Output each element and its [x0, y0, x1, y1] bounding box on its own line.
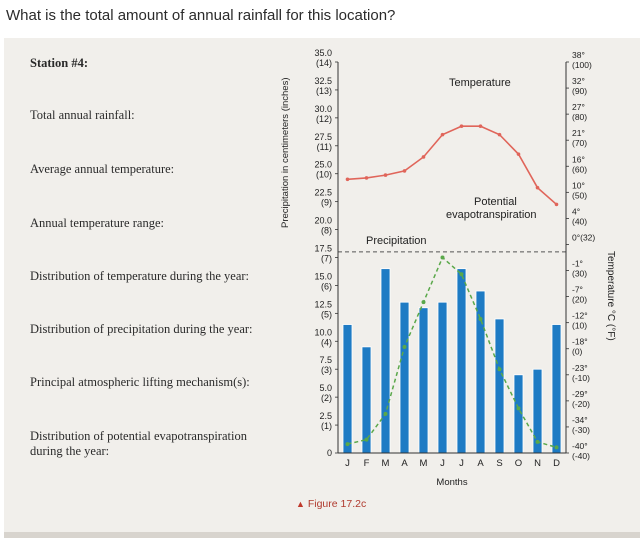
month-label: M [381, 458, 390, 469]
left-tick-label-in: (1) [321, 421, 332, 432]
field-temperature-distribution: Distribution of temperature during the year: [30, 269, 250, 283]
left-tick-label-cm: 15.0 [314, 271, 332, 282]
precipitation-bar [419, 308, 428, 453]
right-tick-label-c: 16° [572, 154, 585, 165]
right-tick-label-f: (-10) [572, 372, 590, 383]
precipitation-bar [381, 269, 390, 453]
annotation-precipitation: Precipitation [366, 235, 427, 247]
right-tick-label-c: -1° [572, 258, 583, 269]
climate-chart [4, 38, 640, 538]
field-annual-temperature-range: Annual temperature range: [30, 216, 164, 230]
left-tick-label-cm: 17.5 [314, 243, 332, 254]
pet-point [403, 345, 407, 349]
precipitation-bar [400, 302, 409, 453]
month-label: F [363, 458, 370, 469]
right-tick-label-f: (20) [572, 294, 588, 305]
temperature-point [536, 186, 540, 190]
left-tick-label-in: (13) [315, 85, 332, 96]
left-tick-label-in: (2) [321, 393, 332, 404]
precipitation-bar [476, 291, 485, 453]
month-label: J [345, 458, 350, 469]
right-tick-label-f: (-40) [572, 451, 590, 461]
right-tick-label-c: 0°(32) [572, 232, 596, 243]
precipitation-bar [495, 319, 504, 453]
left-tick-label-cm: 10.0 [314, 327, 332, 338]
left-tick-label-cm: 22.5 [314, 187, 332, 198]
field-lifting-mechanisms: Principal atmospheric lifting mechanism(s): [30, 375, 250, 389]
left-tick-label-cm: 7.5 [319, 355, 332, 366]
left-tick-label-in: (14) [315, 58, 332, 68]
temperature-point [517, 152, 521, 156]
station-label: Station #4: [30, 56, 88, 70]
temperature-point [365, 176, 369, 180]
pet-point [555, 445, 559, 449]
left-tick-label-cm: 32.5 [314, 75, 332, 86]
pet-point [536, 440, 540, 444]
right-tick-label-f: (100) [572, 60, 592, 70]
precipitation-bar [457, 269, 466, 453]
x-axis-label: Months [436, 477, 468, 488]
temperature-point [498, 133, 502, 137]
right-tick-label-f: (-20) [572, 398, 590, 409]
textbook-photo [4, 38, 640, 538]
left-tick-label-cm: 30.0 [314, 103, 332, 114]
annotation-pet-line2: evapotranspiration [446, 209, 537, 221]
y-axis-left-label: Precipitation in centimeters (inches) [280, 77, 291, 228]
right-tick-label-f: (60) [572, 164, 588, 175]
temperature-point [346, 178, 350, 182]
right-tick-label-c: 27° [572, 102, 585, 113]
temperature-point [555, 203, 559, 207]
month-label: M [419, 458, 428, 469]
precipitation-bar [362, 347, 371, 453]
pet-line [348, 258, 557, 448]
month-label: N [534, 458, 541, 469]
pet-point [422, 300, 426, 304]
left-tick-label-cm: 20.0 [314, 215, 332, 226]
right-tick-label-c: 21° [572, 128, 585, 139]
left-tick-label-in: (4) [321, 337, 332, 348]
right-tick-label-c: -18° [572, 336, 588, 347]
right-tick-label-c: 10° [572, 180, 585, 191]
left-tick-label-cm: 35.0 [314, 48, 332, 58]
right-tick-label-c: -29° [572, 388, 588, 399]
right-tick-label-c: -23° [572, 362, 588, 373]
question-text: What is the total amount of annual rainfall for this location? [6, 7, 396, 24]
month-label: J [459, 458, 464, 469]
field-precipitation-distribution: Distribution of precipitation during the year: [30, 322, 253, 336]
pet-point [346, 442, 350, 446]
left-tick-label-in: (12) [315, 113, 332, 124]
month-label: J [440, 458, 445, 469]
precipitation-bar [438, 302, 447, 453]
left-tick-label-cm: 0 [326, 448, 332, 458]
field-total-annual-rainfall: Total annual rainfall: [30, 108, 135, 122]
left-tick-label-in: (11) [316, 141, 332, 152]
right-tick-label-c: 32° [572, 76, 585, 87]
right-tick-label-f: (-30) [572, 424, 590, 435]
temperature-point [403, 169, 407, 173]
left-tick-label-cm: 5.0 [319, 383, 332, 394]
month-label: A [477, 458, 484, 469]
right-tick-label-c: -12° [572, 310, 588, 321]
left-tick-label-cm: 2.5 [319, 411, 332, 422]
annotation-temperature: Temperature [449, 77, 511, 89]
month-label: S [496, 458, 503, 469]
figure-caption [296, 498, 366, 510]
left-tick-label-in: (5) [321, 309, 332, 320]
right-tick-label-f: (80) [572, 112, 588, 123]
right-tick-label-f: (10) [572, 320, 588, 331]
right-tick-label-f: (90) [572, 86, 588, 97]
pet-point [384, 412, 388, 416]
right-tick-label-f: (70) [572, 138, 588, 149]
left-tick-label-in: (8) [321, 225, 332, 236]
pet-point [498, 367, 502, 371]
right-tick-label-c: -34° [572, 414, 588, 425]
right-tick-label-c: 38° [572, 50, 585, 60]
left-tick-label-in: (7) [321, 253, 332, 264]
temperature-point [479, 124, 483, 128]
precipitation-bar [552, 325, 561, 453]
left-tick-label-cm: 12.5 [314, 299, 332, 310]
right-tick-label-c: -7° [572, 284, 583, 295]
right-tick-label-f: (0) [572, 346, 583, 357]
temperature-point [384, 173, 388, 177]
month-label: A [401, 458, 408, 469]
figure-caption-text: Figure 17.2c [307, 498, 367, 510]
temperature-point [422, 155, 426, 159]
left-tick-label-in: (3) [321, 365, 332, 376]
annotation-pet-line1: Potential [474, 196, 517, 208]
right-tick-label-f: (50) [572, 190, 588, 201]
left-tick-label-in: (6) [321, 281, 332, 292]
y-axis-right-label: Temperature °C (°F) [605, 251, 616, 341]
triangle-icon: ▲ [296, 499, 305, 509]
left-tick-label-cm: 25.0 [314, 159, 332, 170]
precipitation-bar [343, 325, 352, 453]
temperature-point [460, 124, 464, 128]
field-average-annual-temperature: Average annual temperature: [30, 162, 175, 176]
temperature-point [441, 133, 445, 137]
pet-point [460, 272, 464, 276]
left-tick-label-in: (10) [315, 169, 332, 180]
pet-point [479, 317, 483, 321]
left-tick-label-in: (9) [321, 197, 332, 208]
right-tick-label-f: (40) [572, 216, 588, 227]
field-pet-distribution: Distribution of potential evapotranspiration during the year: [30, 429, 247, 458]
right-tick-label-c: -40° [572, 441, 588, 451]
right-tick-label-c: 4° [572, 206, 581, 217]
right-tick-label-f: (30) [572, 268, 588, 279]
temperature-line [348, 126, 557, 204]
pet-point [365, 438, 369, 442]
page-edge [4, 532, 640, 538]
month-label: D [553, 458, 560, 469]
pet-point [517, 406, 521, 410]
left-tick-label-cm: 27.5 [314, 131, 332, 142]
month-label: O [514, 458, 523, 469]
pet-point [441, 256, 445, 260]
